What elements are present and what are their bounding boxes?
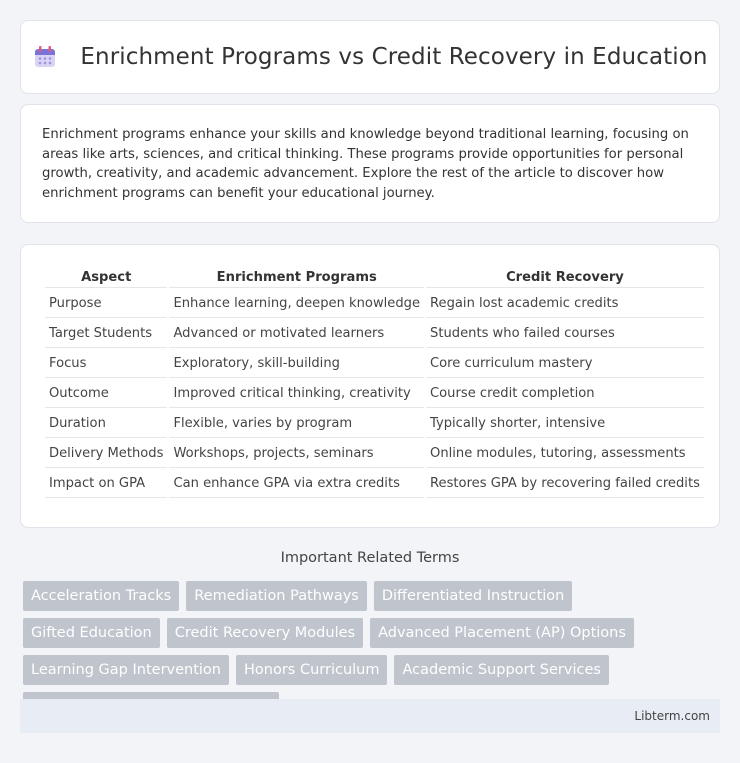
table-cell: Workshops, projects, seminars [169, 440, 424, 468]
table-row [45, 410, 704, 438]
table-cell: Enhance learning, deepen knowledge [169, 290, 424, 318]
table-cell: Regain lost academic credits [426, 290, 704, 318]
table-cell: Core curriculum mastery [426, 350, 704, 378]
table-cell: Delivery Methods [45, 440, 167, 468]
footer-site-link[interactable]: Libterm.com [634, 709, 710, 723]
table-cell: Target Students [45, 320, 167, 348]
related-term-tag[interactable]: Acceleration Tracks [23, 581, 179, 611]
table-cell: Flexible, varies by program [169, 410, 424, 438]
table-cell: Improved critical thinking, creativity [169, 380, 424, 408]
related-term-tag[interactable]: Differentiated Instruction [374, 581, 572, 611]
table-cell: Advanced or motivated learners [169, 320, 424, 348]
table-row [45, 470, 704, 498]
related-terms-title: Important Related Terms [280, 550, 460, 566]
comparison-table [43, 265, 706, 500]
table-row [45, 320, 704, 348]
table-cell: Focus [45, 350, 167, 378]
table-cell: Exploratory, skill-building [169, 350, 424, 378]
page-title: Enrichment Programs vs Credit Recovery in Education [80, 44, 708, 70]
column-header: Credit Recovery [426, 267, 704, 288]
table-cell: Purpose [45, 290, 167, 318]
table-cell: Duration [45, 410, 167, 438]
related-term-tag[interactable]: Academic Support Services [394, 655, 608, 685]
table-header-row [45, 267, 704, 288]
table-cell: Can enhance GPA via extra credits [169, 470, 424, 498]
footer [20, 699, 720, 733]
table-row [45, 380, 704, 408]
table-cell: Typically shorter, intensive [426, 410, 704, 438]
column-header: Aspect [45, 267, 167, 288]
table-row [45, 290, 704, 318]
related-term-tag[interactable]: Remediation Pathways [186, 581, 367, 611]
table-cell: Students who failed courses [426, 320, 704, 348]
table-row [45, 350, 704, 378]
related-term-tag[interactable]: Advanced Placement (AP) Options [370, 618, 634, 648]
table-cell: Restores GPA by recovering failed credits [426, 470, 704, 498]
table-cell: Impact on GPA [45, 470, 167, 498]
table-cell: Online modules, tutoring, assessments [426, 440, 704, 468]
intro-card [20, 104, 720, 223]
comparison-table-card [20, 244, 720, 528]
related-term-tag[interactable]: Learning Gap Intervention [23, 655, 229, 685]
table-cell: Outcome [45, 380, 167, 408]
related-term-tag[interactable]: Honors Curriculum [236, 655, 387, 685]
calendar-icon [32, 44, 58, 70]
column-header: Enrichment Programs [169, 267, 424, 288]
table-cell: Course credit completion [426, 380, 704, 408]
header-card [20, 20, 720, 94]
intro-text: Enrichment programs enhance your skills and knowledge beyond traditional learning, focusing on areas like arts, sciences, and critical thinking. These programs provide opportunities for personal growth, creativity, and academic advancement. Explore the rest of the article to discover how enrichment programs can benefit your educational journey. [42, 127, 689, 201]
related-term-tag[interactable]: Gifted Education [23, 618, 160, 648]
table-row [45, 440, 704, 468]
related-term-tag[interactable]: Credit Recovery Modules [167, 618, 363, 648]
